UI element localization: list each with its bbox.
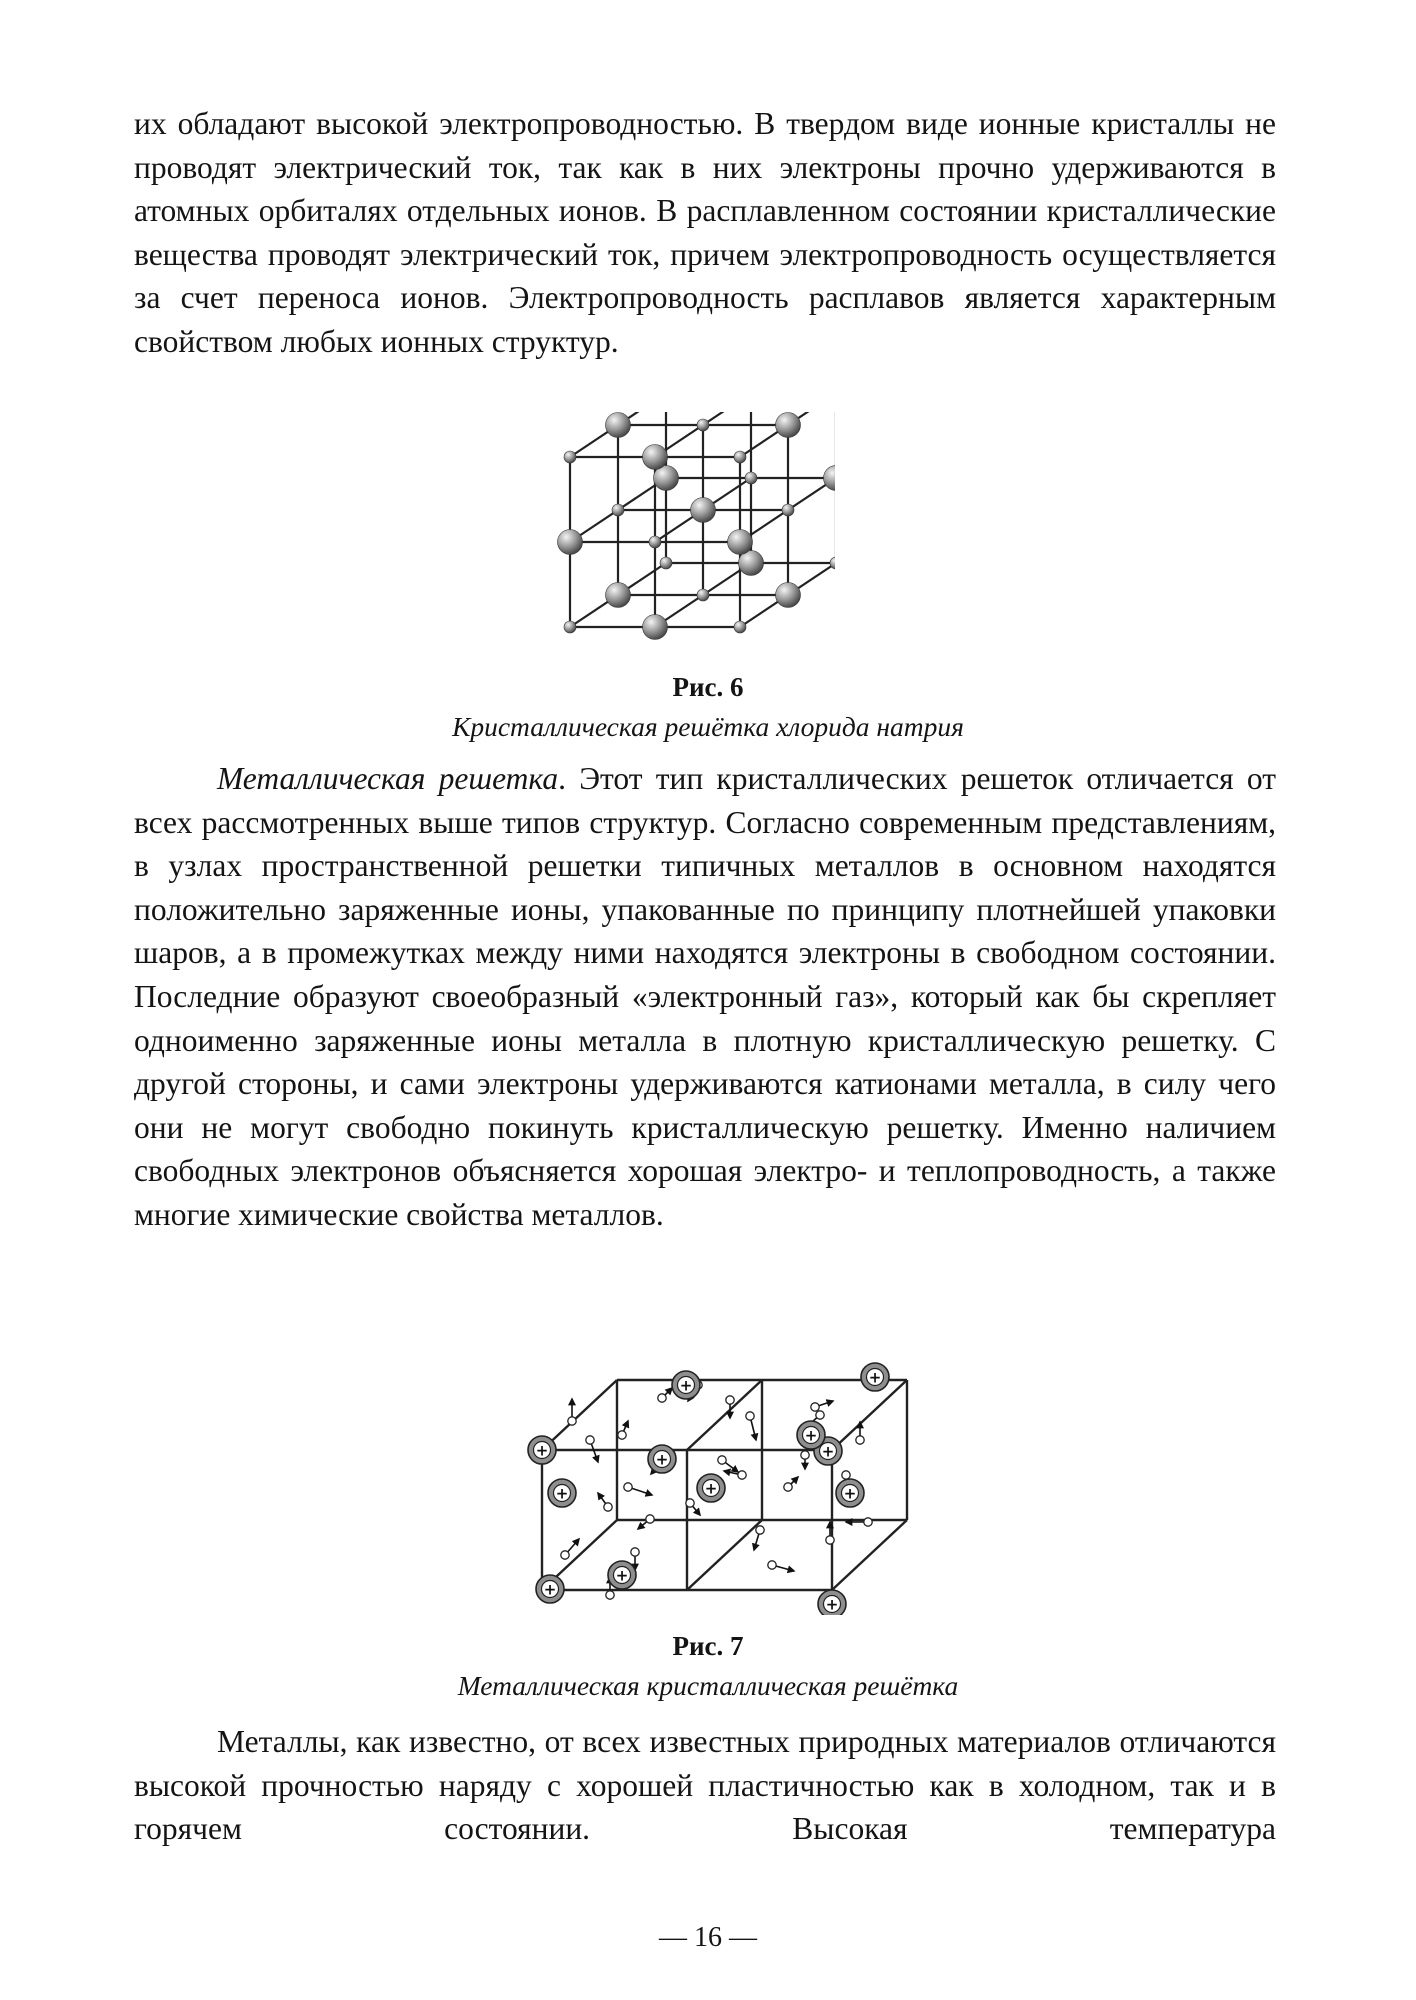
electron <box>826 1536 834 1544</box>
electron <box>658 1394 666 1402</box>
electron <box>618 1431 626 1439</box>
chloride-ion <box>728 530 753 555</box>
term-metallic-lattice: Металлическая решетка <box>217 761 559 796</box>
electron <box>726 1396 734 1404</box>
sodium-ion <box>734 451 746 463</box>
paragraph-metallic-lattice-body: . Этот тип кристаллических решеток отличается от всех рассмотренных выше типов структур. Согласно современным представлениям, в узлах пространственной решетки типичных металлов в основном находятся положительно заряженные ионы, упакованные по принципу плотнейшей упаковки шаров, а в промежутках между ними находятся электроны в свободном состоянии. Последние образуют своеобразный «электронный газ», который как бы скрепляет одноименно заряженные ионы металла в плотную кристаллическую решетку. С другой стороны, и сами электроны удерживаются катионами металла, в силу чего они не могут свободно покинуть кристаллическую решетку. Именно наличием свободных электронов объясняется хорошая электро- и теплопроводность, а также многие химические свойства металлов. <box>134 761 1276 1232</box>
metal-cation <box>818 1590 846 1615</box>
paragraph-metallic-lattice <box>134 757 1276 1237</box>
sodium-ion <box>745 472 757 484</box>
electron <box>784 1483 792 1491</box>
metal-cation <box>672 1371 700 1399</box>
page-number: — 16 — <box>659 1922 757 1953</box>
positive-charge-sign: + <box>825 1595 839 1614</box>
electron <box>586 1436 594 1444</box>
positive-charge-sign: + <box>543 1580 557 1599</box>
sodium-ion <box>697 589 709 601</box>
electron <box>864 1518 872 1526</box>
chloride-ion <box>558 530 583 555</box>
sodium-ion <box>734 621 746 633</box>
electron <box>686 1499 694 1507</box>
sodium-ion <box>782 504 794 516</box>
chloride-ion <box>691 498 716 523</box>
chloride-ion <box>606 583 631 608</box>
figure-6-number: Рис. 6 <box>672 672 744 702</box>
lattice-edge <box>832 1520 907 1590</box>
metal-cation <box>697 1474 725 1502</box>
chloride-ion <box>776 583 801 608</box>
electron <box>718 1456 726 1464</box>
electron <box>738 1471 746 1479</box>
positive-charge-sign: + <box>555 1484 569 1503</box>
electron <box>746 1412 754 1420</box>
paragraph-metal-properties: Металлы, как известно, от всех известных природных материалов отличаются высокой прочностью наряду с хорошей пластичностью как в холодном, так и в горячем состоянии. Высокая температура <box>134 1724 1276 1847</box>
positive-charge-sign: + <box>843 1484 857 1503</box>
metal-cation <box>648 1445 676 1473</box>
positive-charge-sign: + <box>679 1376 693 1395</box>
positive-charge-sign: + <box>655 1450 669 1469</box>
electron <box>801 1451 809 1459</box>
sodium-ion <box>564 451 576 463</box>
metal-cation <box>528 1436 556 1464</box>
paragraph-ionic-conductivity: их обладают высокой электропроводностью. В твердом виде ионные кристаллы не проводят электрический ток, так как в них электроны прочно удерживаются в атомных орбиталях отдельных ионов. В расплавленном состоянии кристаллические вещества проводят электрический ток, причем электропроводность осуществляется за счет переноса ионов. Электропроводность расплавов является характерным свойством любых ионных структур. <box>134 106 1276 359</box>
metal-cation <box>536 1575 564 1603</box>
electron <box>604 1503 612 1511</box>
positive-charge-sign: + <box>868 1368 882 1387</box>
metal-cations <box>528 1363 889 1615</box>
sodium-ion <box>697 419 709 431</box>
electron <box>856 1436 864 1444</box>
chloride-ion <box>643 445 668 470</box>
positive-charge-sign: + <box>704 1479 718 1498</box>
lattice-ions <box>558 412 836 640</box>
chloride-ion <box>824 466 836 491</box>
metal-cation <box>836 1479 864 1507</box>
metal-cation <box>861 1363 889 1391</box>
figure-6-caption: Кристаллическая решётка хлорида натрия <box>452 711 964 742</box>
positive-charge-sign: + <box>615 1566 629 1585</box>
sodium-ion <box>564 621 576 633</box>
positive-charge-sign: + <box>804 1426 818 1445</box>
electron <box>568 1417 576 1425</box>
electron <box>768 1561 776 1569</box>
metal-cation <box>797 1421 825 1449</box>
sodium-ion <box>660 557 672 569</box>
electron <box>631 1548 639 1556</box>
sodium-ion <box>612 504 624 516</box>
nacl-lattice-figure <box>545 412 835 652</box>
electron <box>561 1551 569 1559</box>
positive-charge-sign: + <box>821 1442 835 1461</box>
electron <box>606 1591 614 1599</box>
electron <box>816 1411 824 1419</box>
electron <box>811 1403 819 1411</box>
figure-7-number: Рис. 7 <box>672 1631 744 1661</box>
sodium-ion <box>649 536 661 548</box>
chloride-ion <box>606 413 631 438</box>
chloride-ion <box>643 615 668 640</box>
positive-charge-sign: + <box>535 1441 549 1460</box>
metallic-lattice-figure <box>520 1335 910 1615</box>
lattice-edge <box>687 1520 762 1590</box>
electron <box>842 1471 850 1479</box>
lattice-edge <box>542 1380 617 1450</box>
electron <box>624 1483 632 1491</box>
figure-7-caption: Металлическая кристаллическая решётка <box>457 1670 959 1701</box>
chloride-ion <box>776 413 801 438</box>
metal-cation <box>548 1479 576 1507</box>
electron <box>646 1515 654 1523</box>
metal-cation <box>608 1561 636 1589</box>
electron <box>756 1526 764 1534</box>
